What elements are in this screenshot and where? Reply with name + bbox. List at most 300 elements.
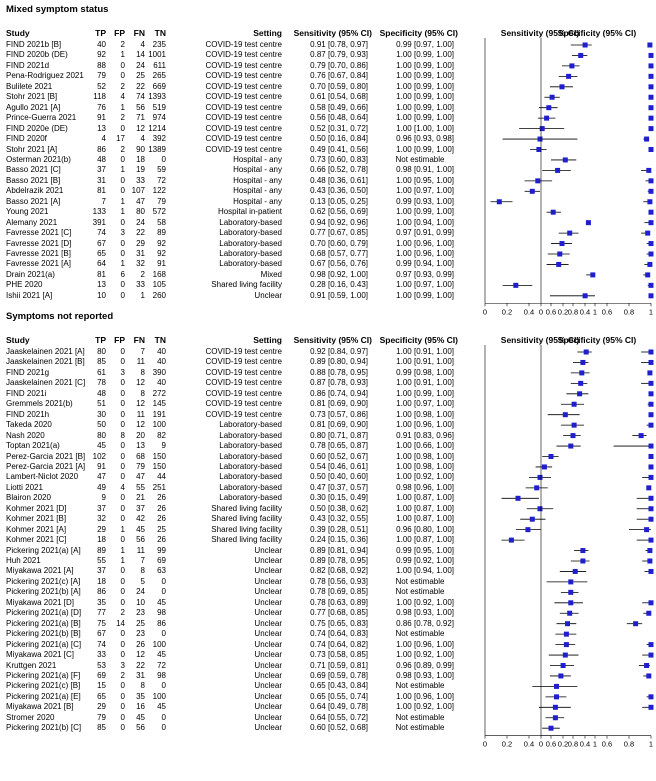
sensitivity-point [564,632,569,637]
fn-value: 33 [136,175,145,185]
fp-value: 0 [120,217,125,227]
specificity-tick-label: 0 [538,307,544,317]
tn-value: 45 [157,597,166,607]
specificity-ci: 0.96 [0.93, 0.98] [396,134,454,144]
tp-value: 65 [97,691,106,701]
tn-value: 26 [157,503,166,513]
sensitivity-ci: 0.43 [0.36, 0.50] [310,186,368,196]
fn-value: 11 [136,409,145,419]
setting-value: COVID-19 test centre [205,40,282,49]
tn-value: 122 [152,186,166,196]
setting-value: COVID-19 test centre [205,388,282,398]
specificity-ci: 1.00 [0.92, 1.00] [396,472,454,482]
header-specificity-plot: Specificity (95% CI) [557,335,637,345]
tp-value: 77 [97,608,106,618]
fn-value: 107 [131,186,145,196]
tp-value: 37 [97,165,106,175]
tp-value: 88 [97,60,106,70]
specificity-ci: Not estimable [395,629,445,639]
specificity-ci: 0.96 [0.80, 1.00] [396,524,454,534]
sensitivity-point [540,126,545,131]
fn-value: 29 [136,238,145,248]
specificity-point [647,559,652,564]
setting-value: Unclear [254,702,282,712]
fp-value: 1 [120,207,125,217]
study-name: Drain 2021(a) [6,269,55,279]
header-fp: FP [114,28,125,38]
tn-value: 45 [157,702,166,712]
sensitivity-ci: 0.49 [0.41, 0.56] [310,144,368,154]
sensitivity-point [578,53,583,58]
fn-value: 8 [140,681,145,691]
header-tp: TP [95,28,106,38]
section-title: Symptoms not reported [6,311,114,322]
tn-value: 168 [152,269,166,279]
specificity-ci: 1.00 [0.97, 1.00] [396,399,454,409]
sensitivity-ci: 0.30 [0.15, 0.49] [310,493,368,503]
study-name: Favresse 2021 [B] [6,249,71,258]
sensitivity-ci: 0.68 [0.57, 0.77] [310,249,368,258]
study-name: Perez-Garcia 2021 [B] [6,451,86,461]
specificity-point [649,391,654,396]
fp-value: 0 [120,503,125,513]
fn-value: 5 [140,576,145,586]
fp-value: 1 [120,102,125,112]
study-name: Stohr 2021 [A] [6,144,58,154]
fp-value: 2 [120,144,125,154]
sensitivity-point [563,412,568,417]
tn-value: 150 [152,451,166,461]
setting-value: Unclear [254,566,282,576]
tp-value: 85 [97,723,106,733]
specificity-ci: 0.99 [0.93, 1.00] [396,196,454,206]
fp-value: 0 [120,514,125,524]
fp-value: 0 [120,712,125,722]
tp-value: 69 [97,670,106,680]
fn-value: 47 [136,472,145,482]
sensitivity-ci: 0.43 [0.32, 0.55] [310,514,368,524]
fp-value: 0 [120,249,125,258]
fn-value: 18 [136,154,145,164]
specificity-ci: 1.00 [0.98, 1.00] [396,451,454,461]
sensitivity-ci: 0.91 [0.78, 0.97] [310,40,368,49]
study-name: Jaaskelainen 2021 [B] [6,357,85,367]
sensitivity-point [583,43,588,48]
header-setting: Setting [253,335,282,345]
tn-value: 40 [157,347,166,356]
header-fn: FN [133,335,145,345]
specificity-ci: Not estimable [395,587,445,597]
study-name: Alemany 2021 [6,217,58,227]
fp-value: 0 [120,357,125,367]
specificity-tick-label: 0.2 [557,307,569,317]
setting-value: COVID-19 test centre [205,71,282,81]
sensitivity-ci: 0.87 [0.78, 0.93] [310,378,368,388]
fp-value: 0 [120,420,125,430]
specificity-point [649,496,654,501]
tn-value: 40 [157,378,166,388]
fp-value: 1 [120,165,125,175]
tn-value: 105 [152,280,166,290]
fn-value: 12 [136,650,145,660]
tn-value: 9 [161,441,166,451]
tp-value: 92 [97,50,106,60]
fn-value: 56 [136,723,145,733]
sensitivity-ci: 0.58 [0.49, 0.66] [310,102,368,112]
sensitivity-point [554,694,559,699]
fp-value: 3 [120,228,125,238]
fn-value: 7 [140,556,145,565]
tn-value: 572 [152,207,166,217]
fp-value: 0 [120,441,125,451]
sensitivity-point [538,137,543,142]
specificity-point [649,105,654,110]
tn-value: 26 [157,514,166,524]
specificity-tick-label: 1 [648,739,654,749]
fn-value: 55 [136,482,145,492]
fp-value: 0 [120,723,125,733]
tp-value: 391 [92,217,106,227]
setting-value: Laboratory-based [219,238,282,248]
sensitivity-point [560,241,565,246]
setting-value: Shared living facility [211,280,282,290]
tn-value: 265 [152,71,166,81]
tn-value: 974 [152,113,166,123]
study-name: Miyakawa 2021 [A] [6,566,74,576]
setting-value: Unclear [254,587,282,597]
study-name: Jaaskelainen 2021 [A] [6,347,85,356]
specificity-ci: 1.00 [0.91, 1.00] [396,378,454,388]
specificity-tick-label: 0.4 [579,739,591,749]
sensitivity-ci: 0.89 [0.81, 0.94] [310,545,368,555]
tn-value: 72 [157,660,166,670]
specificity-ci: 1.00 [0.99, 1.00] [396,144,454,154]
setting-value: COVID-19 test centre [205,60,282,70]
tn-value: 26 [157,493,166,503]
sensitivity-point [544,116,549,121]
fp-value: 0 [120,175,125,185]
setting-value: COVID-19 test centre [205,113,282,123]
setting-value: COVID-19 test centre [205,102,282,112]
tn-value: 58 [157,217,166,227]
sensitivity-point [568,590,573,595]
tp-value: 61 [97,367,106,377]
sensitivity-point [553,715,558,720]
specificity-point [649,642,654,647]
specificity-point [649,506,654,511]
specificity-point [649,283,654,288]
fn-value: 22 [136,81,145,91]
fp-value: 0 [120,639,125,649]
sensitivity-point [558,673,563,678]
setting-value: COVID-19 test centre [205,50,282,60]
study-name: FIND 2020b (DE) [6,50,68,60]
study-name: Young 2021 [6,207,49,217]
fp-value: 0 [120,399,125,409]
sensitivity-ci: 0.73 [0.57, 0.86] [310,409,368,419]
sensitivity-point [530,517,535,522]
specificity-point [649,53,654,58]
header-specificity: Specificity (95% CI) [379,28,458,38]
header-fn: FN [133,28,145,38]
fp-value: 0 [120,280,125,290]
specificity-point [649,74,654,79]
header-tp: TP [95,335,106,345]
fp-value: 0 [120,388,125,398]
setting-value: COVID-19 test centre [205,399,282,409]
tn-value: 99 [157,545,166,555]
specificity-tick-label: 0.8 [623,739,635,749]
sensitivity-tick-label: 0.6 [545,739,557,749]
sensitivity-ci: 0.94 [0.92, 0.96] [310,217,368,227]
specificity-point [649,538,654,543]
tn-value: 1214 [148,123,166,133]
study-name: Favresse 2021 [C] [6,228,72,238]
fn-value: 90 [136,144,145,154]
fn-value: 23 [136,608,145,618]
sensitivity-tick-label: 0 [482,307,488,317]
setting-value: Laboratory-based [219,228,282,238]
specificity-tick-label: 0.4 [579,307,591,317]
tn-value: 26 [157,535,166,545]
tn-value: 98 [157,670,166,680]
fn-value: 11 [136,357,145,367]
sensitivity-ci: 0.78 [0.63, 0.89] [310,597,368,607]
fn-value: 1 [140,290,145,300]
sensitivity-ci: 0.62 [0.56, 0.69] [310,207,368,217]
study-name: Pickering 2021(a) [F] [6,670,81,680]
sensitivity-ci: 0.67 [0.56, 0.76] [310,259,368,269]
specificity-ci: 0.99 [0.94, 1.00] [396,259,454,269]
fn-value: 8 [140,566,145,576]
tn-value: 1389 [148,144,166,154]
fn-value: 20 [136,430,145,440]
fp-value: 0 [120,409,125,419]
fn-value: 33 [136,280,145,290]
fn-value: 7 [140,347,145,356]
header-specificity: Specificity (95% CI) [379,335,458,345]
study-name: Stromer 2020 [6,712,55,722]
sensitivity-point [549,726,554,731]
sensitivity-tick-label: 0.8 [567,739,579,749]
tn-value: 235 [152,40,166,49]
setting-value: Unclear [254,629,282,639]
fn-value: 42 [136,514,145,524]
fp-value: 8 [120,430,125,440]
sensitivity-ci: 0.13 [0.05, 0.25] [310,196,368,206]
specificity-point [649,705,654,710]
fn-value: 13 [136,441,145,451]
specificity-ci: 1.00 [0.98, 1.00] [396,461,454,471]
tp-value: 49 [97,482,106,492]
sensitivity-ci: 0.50 [0.38, 0.62] [310,503,368,513]
specificity-point [649,444,654,449]
tp-value: 48 [97,154,106,164]
specificity-point [649,84,654,89]
specificity-ci: 0.98 [0.96, 1.00] [396,482,454,492]
setting-value: Unclear [254,723,282,733]
study-name: Osterman 2021(b) [6,154,71,164]
tn-value: 260 [152,290,166,300]
header-fp: FP [114,335,125,345]
specificity-ci: 1.00 [0.99, 1.00] [396,60,454,70]
sensitivity-tick-label: 0.8 [567,307,579,317]
header-study: Study [6,28,30,38]
fn-value: 56 [136,102,145,112]
setting-value: Laboratory-based [219,441,282,451]
specificity-ci: 1.00 [0.87, 1.00] [396,493,454,503]
tn-value: 1001 [148,50,166,60]
specificity-point [649,189,654,194]
specificity-point [649,178,654,183]
study-name: Lambert-Niclot 2020 [6,472,79,482]
fn-value: 22 [136,228,145,238]
specificity-ci: 1.00 [0.99, 1.00] [396,81,454,91]
fp-value: 2 [120,670,125,680]
fp-value: 1 [120,50,125,60]
sensitivity-point [556,262,561,267]
sensitivity-point [538,506,543,511]
tp-value: 52 [97,81,106,91]
fn-value: 8 [140,367,145,377]
fp-value: 0 [120,378,125,388]
study-name: Pickering 2021(c) [B] [6,681,81,691]
fp-value: 0 [120,597,125,607]
sensitivity-point [567,231,572,236]
setting-value: COVID-19 test centre [205,357,282,367]
fp-value: 3 [120,367,125,377]
sensitivity-point [550,95,555,100]
fp-value: 0 [120,154,125,164]
sensitivity-point [542,464,547,469]
study-name: Gremmels 2021(b) [6,399,73,409]
setting-value: Hospital - any [233,154,282,164]
study-name: Bulilete 2021 [6,81,53,91]
fn-value: 74 [136,92,145,102]
fp-value: 1 [120,259,125,269]
specificity-tick-label: 0.8 [623,307,635,317]
sensitivity-ci: 0.77 [0.67, 0.85] [310,228,368,238]
tn-value: 0 [161,154,166,164]
sensitivity-point [534,485,539,490]
setting-value: COVID-19 test centre [205,134,282,144]
sensitivity-point [557,252,562,257]
specificity-point [649,412,654,417]
fp-value: 0 [120,535,125,545]
sensitivity-ci: 0.52 [0.31, 0.72] [310,123,368,133]
fn-value: 10 [136,597,145,607]
fn-value: 56 [136,535,145,545]
setting-value: Unclear [254,545,282,555]
sensitivity-tick-label: 0.6 [545,307,557,317]
fn-value: 45 [136,712,145,722]
study-name: PHE 2020 [6,280,43,290]
header-specificity-plot: Specificity (95% CI) [557,28,637,38]
specificity-ci: 0.86 [0.78, 0.92] [396,618,454,628]
setting-value: Unclear [254,691,282,701]
sensitivity-point [516,496,521,501]
study-name: Miyakawa 2021 [C] [6,650,75,660]
tp-value: 13 [97,123,106,133]
study-name: Kruttgen 2021 [6,660,57,670]
specificity-ci: 0.99 [0.97, 1.00] [396,40,454,49]
sensitivity-ci: 0.50 [0.40, 0.60] [310,472,368,482]
specificity-ci: 1.00 [0.96, 1.00] [396,639,454,649]
sensitivity-ci: 0.98 [0.92, 1.00] [310,269,368,279]
sensitivity-point [568,600,573,605]
tp-value: 76 [97,102,106,112]
fp-value: 3 [120,660,125,670]
sensitivity-tick-label: 0.4 [523,739,535,749]
fp-value: 0 [120,587,125,597]
setting-value: Mixed [260,269,282,279]
setting-value: COVID-19 test centre [205,92,282,102]
study-name: Blairon 2020 [6,493,51,503]
setting-value: Hospital - any [233,186,282,196]
study-name: Nash 2020 [6,430,45,440]
tn-value: 669 [152,81,166,91]
setting-value: Laboratory-based [219,482,282,492]
specificity-ci: 1.00 [0.97, 1.00] [396,186,454,196]
specificity-point [646,611,651,616]
study-name: Huh 2021 [6,556,41,565]
tp-value: 64 [97,259,106,269]
fn-value: 35 [136,691,145,701]
fn-value: 12 [136,123,145,133]
sensitivity-ci: 0.60 [0.52, 0.67] [310,451,368,461]
specificity-ci: 1.00 [0.94, 1.00] [396,566,454,576]
study-name: FIND 2021h [6,409,50,419]
sensitivity-ci: 0.56 [0.48, 0.64] [310,113,368,123]
setting-value: COVID-19 test centre [205,123,282,133]
fp-value: 0 [120,629,125,639]
study-name: Toptan 2021(a) [6,441,60,451]
specificity-tick-label: 0.2 [557,739,569,749]
fn-value: 45 [136,524,145,534]
sensitivity-ci: 0.50 [0.16, 0.84] [310,134,368,144]
setting-value: Laboratory-based [219,472,282,482]
sensitivity-ci: 0.48 [0.36, 0.61] [310,175,368,185]
fp-value: 0 [120,186,125,196]
specificity-ci: 0.98 [0.93, 1.00] [396,608,454,618]
sensitivity-ci: 0.78 [0.56, 0.93] [310,576,368,586]
specificity-point [649,402,654,407]
tn-value: 0 [161,681,166,691]
sensitivity-ci: 0.73 [0.60, 0.83] [310,154,368,164]
setting-value: Unclear [254,608,282,618]
fp-value: 0 [120,290,125,300]
specificity-ci: 1.00 [0.87, 1.00] [396,535,454,545]
tn-value: 145 [152,399,166,409]
tp-value: 30 [97,409,106,419]
study-name: Pickering 2021(b) [C] [6,723,82,733]
specificity-point [646,673,651,678]
specificity-ci: 0.98 [0.93, 1.00] [396,670,454,680]
setting-value: Unclear [254,618,282,628]
tp-value: 67 [97,629,106,639]
study-name: Pickering 2021(b) [B] [6,629,81,639]
setting-value: COVID-19 test centre [205,347,282,356]
fp-value: 2 [120,40,125,49]
tp-value: 4 [101,134,106,144]
setting-value: Unclear [254,639,282,649]
study-name: FIND 2020e (DE) [6,123,68,133]
sensitivity-point [586,220,591,225]
specificity-ci: Not estimable [395,712,445,722]
sensitivity-point [572,423,577,428]
fp-value: 0 [120,461,125,471]
specificity-point [649,569,654,574]
